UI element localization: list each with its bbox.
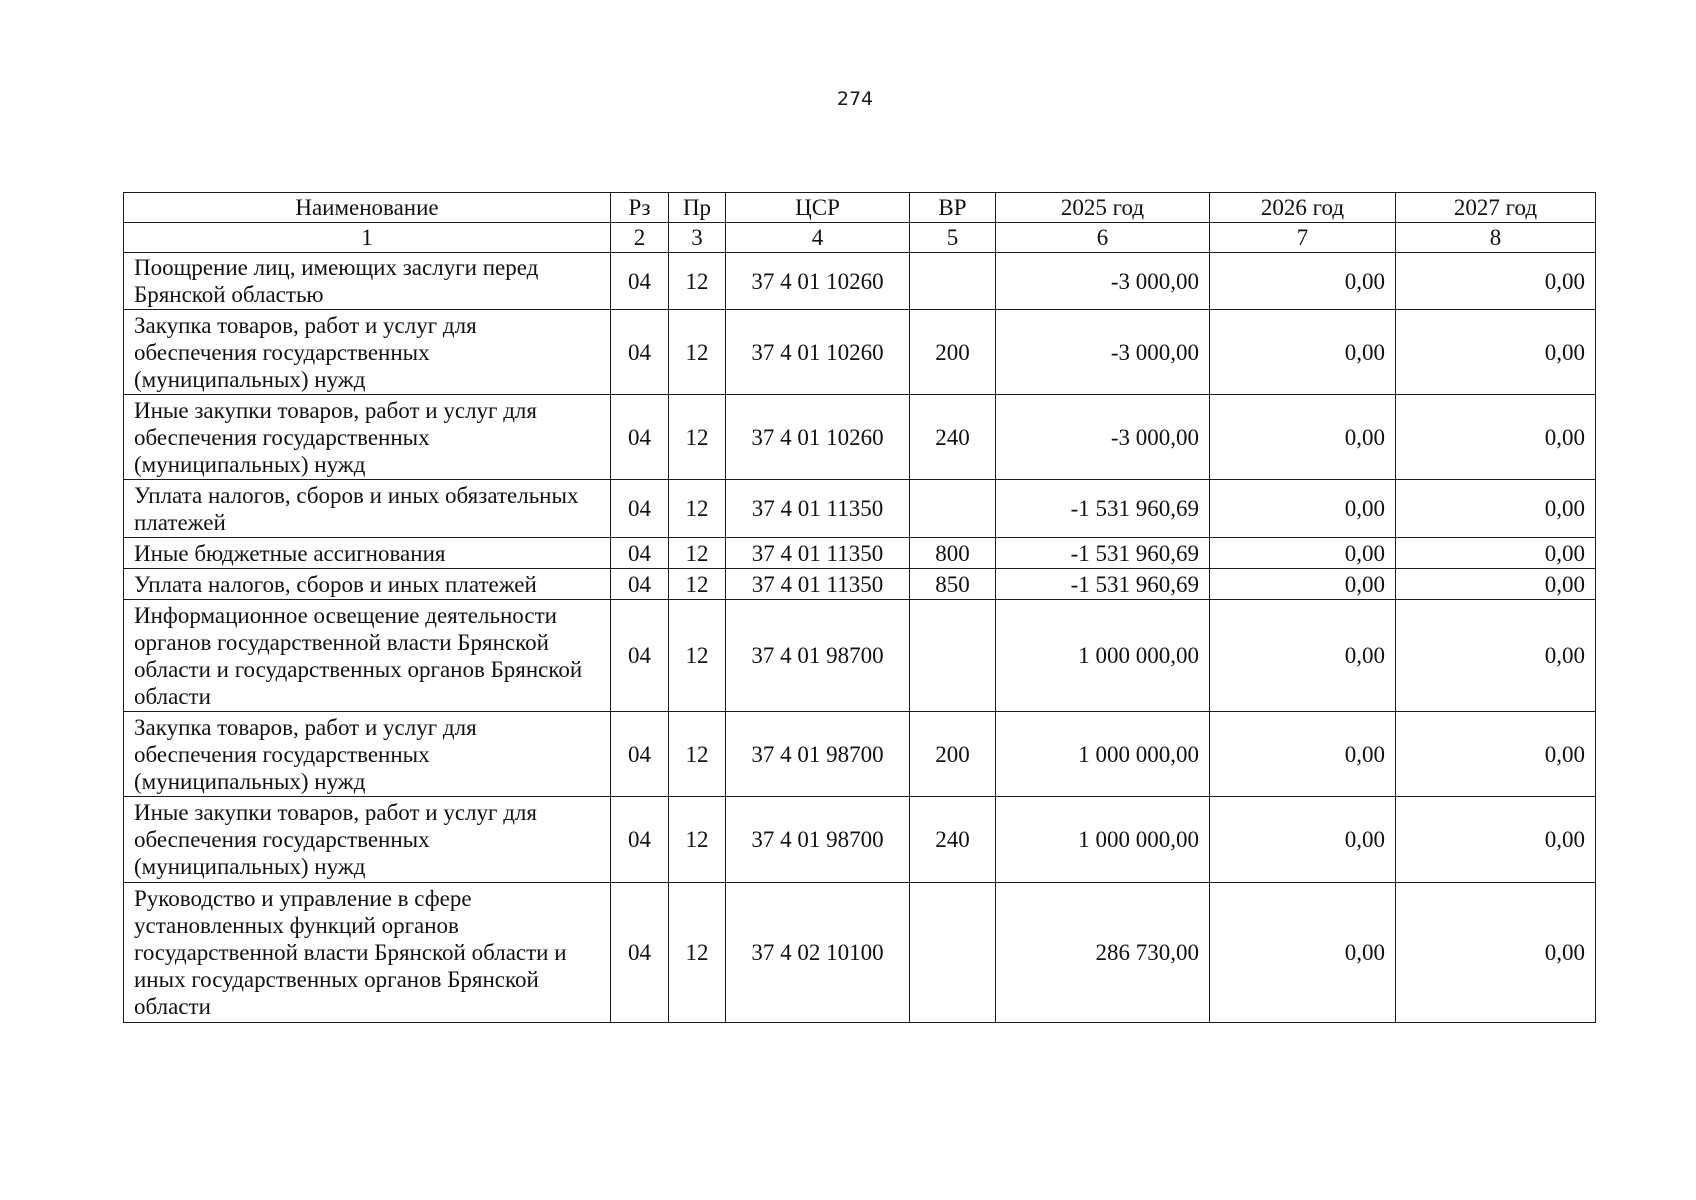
column-number: 8 bbox=[1396, 223, 1596, 253]
row-csr: 37 4 01 10260 bbox=[726, 310, 910, 395]
row-2025: -1 531 960,69 bbox=[996, 480, 1210, 538]
row-2026: 0,00 bbox=[1210, 569, 1396, 600]
row-2025: 286 730,00 bbox=[996, 883, 1210, 1023]
row-rz: 04 bbox=[611, 712, 669, 797]
row-2026: 0,00 bbox=[1210, 310, 1396, 395]
row-name: Информационное освещение деятельности органов государственной власти Брянской области и государственных органов Брянской области bbox=[124, 600, 611, 712]
row-rz: 04 bbox=[611, 310, 669, 395]
row-2027: 0,00 bbox=[1396, 538, 1596, 569]
row-name: Уплата налогов, сборов и иных обязательных платежей bbox=[124, 480, 611, 538]
row-2025: -3 000,00 bbox=[996, 253, 1210, 310]
table-row bbox=[124, 538, 1596, 569]
table-row bbox=[124, 480, 1596, 538]
row-name: Иные закупки товаров, работ и услуг для обеспечения государственных (муниципальных) нужд bbox=[124, 395, 611, 480]
row-2026: 0,00 bbox=[1210, 395, 1396, 480]
row-pr: 12 bbox=[669, 395, 726, 480]
row-2025: -1 531 960,69 bbox=[996, 538, 1210, 569]
table-row bbox=[124, 310, 1596, 395]
row-csr: 37 4 01 11350 bbox=[726, 480, 910, 538]
row-csr: 37 4 01 10260 bbox=[726, 395, 910, 480]
row-2026: 0,00 bbox=[1210, 883, 1396, 1023]
row-csr: 37 4 01 10260 bbox=[726, 253, 910, 310]
row-csr: 37 4 01 98700 bbox=[726, 600, 910, 712]
row-vr: 240 bbox=[910, 395, 996, 480]
row-pr: 12 bbox=[669, 569, 726, 600]
row-2027: 0,00 bbox=[1396, 480, 1596, 538]
row-vr: 200 bbox=[910, 712, 996, 797]
column-number: 7 bbox=[1210, 223, 1396, 253]
row-pr: 12 bbox=[669, 883, 726, 1023]
row-2025: -3 000,00 bbox=[996, 395, 1210, 480]
row-2025: 1 000 000,00 bbox=[996, 600, 1210, 712]
row-vr: 800 bbox=[910, 538, 996, 569]
row-2026: 0,00 bbox=[1210, 538, 1396, 569]
row-rz: 04 bbox=[611, 797, 669, 883]
row-2026: 0,00 bbox=[1210, 480, 1396, 538]
table-row bbox=[124, 797, 1596, 883]
row-rz: 04 bbox=[611, 569, 669, 600]
row-csr: 37 4 02 10100 bbox=[726, 883, 910, 1023]
row-csr: 37 4 01 11350 bbox=[726, 569, 910, 600]
page-number: 274 bbox=[836, 88, 874, 110]
row-vr bbox=[910, 883, 996, 1023]
row-rz: 04 bbox=[611, 883, 669, 1023]
row-2026: 0,00 bbox=[1210, 600, 1396, 712]
row-2027: 0,00 bbox=[1396, 712, 1596, 797]
table-row bbox=[124, 600, 1596, 712]
row-pr: 12 bbox=[669, 600, 726, 712]
row-name: Руководство и управление в сфере установленных функций органов государственной власти Брянской области и иных государственных органов Брянской области bbox=[124, 883, 611, 1023]
row-2025: 1 000 000,00 bbox=[996, 797, 1210, 883]
header-2025: 2025 год bbox=[996, 193, 1210, 223]
row-csr: 37 4 01 98700 bbox=[726, 712, 910, 797]
row-name: Уплата налогов, сборов и иных платежей bbox=[124, 569, 611, 600]
column-number-row bbox=[124, 223, 1596, 253]
header-2027: 2027 год bbox=[1396, 193, 1596, 223]
header-vr: ВР bbox=[910, 193, 996, 223]
row-2026: 0,00 bbox=[1210, 797, 1396, 883]
row-rz: 04 bbox=[611, 600, 669, 712]
column-number: 3 bbox=[669, 223, 726, 253]
row-vr bbox=[910, 480, 996, 538]
row-vr: 850 bbox=[910, 569, 996, 600]
row-rz: 04 bbox=[611, 538, 669, 569]
row-name: Поощрение лиц, имеющих заслуги перед Брянской областью bbox=[124, 253, 611, 310]
row-name: Закупка товаров, работ и услуг для обеспечения государственных (муниципальных) нужд bbox=[124, 310, 611, 395]
header-row bbox=[124, 193, 1596, 223]
row-2027: 0,00 bbox=[1396, 797, 1596, 883]
row-vr bbox=[910, 253, 996, 310]
table-row bbox=[124, 395, 1596, 480]
column-number: 2 bbox=[611, 223, 669, 253]
row-pr: 12 bbox=[669, 310, 726, 395]
table-row bbox=[124, 883, 1596, 1023]
table-row bbox=[124, 253, 1596, 310]
row-csr: 37 4 01 98700 bbox=[726, 797, 910, 883]
header-rz: Рз bbox=[611, 193, 669, 223]
row-pr: 12 bbox=[669, 712, 726, 797]
row-2027: 0,00 bbox=[1396, 883, 1596, 1023]
row-pr: 12 bbox=[669, 538, 726, 569]
row-2027: 0,00 bbox=[1396, 569, 1596, 600]
row-2025: 1 000 000,00 bbox=[996, 712, 1210, 797]
header-pr: Пр bbox=[669, 193, 726, 223]
row-name: Закупка товаров, работ и услуг для обеспечения государственных (муниципальных) нужд bbox=[124, 712, 611, 797]
row-2027: 0,00 bbox=[1396, 600, 1596, 712]
row-pr: 12 bbox=[669, 253, 726, 310]
row-vr: 240 bbox=[910, 797, 996, 883]
table-row bbox=[124, 569, 1596, 600]
row-pr: 12 bbox=[669, 480, 726, 538]
table-row bbox=[124, 712, 1596, 797]
row-2027: 0,00 bbox=[1396, 395, 1596, 480]
column-number: 4 bbox=[726, 223, 910, 253]
header-csr: ЦСР bbox=[726, 193, 910, 223]
column-number: 1 bbox=[124, 223, 611, 253]
row-name: Иные закупки товаров, работ и услуг для обеспечения государственных (муниципальных) нужд bbox=[124, 797, 611, 883]
row-rz: 04 bbox=[611, 253, 669, 310]
row-2026: 0,00 bbox=[1210, 253, 1396, 310]
row-name: Иные бюджетные ассигнования bbox=[124, 538, 611, 569]
row-2027: 0,00 bbox=[1396, 310, 1596, 395]
row-vr: 200 bbox=[910, 310, 996, 395]
header-2026: 2026 год bbox=[1210, 193, 1396, 223]
row-pr: 12 bbox=[669, 797, 726, 883]
header-name: Наименование bbox=[124, 193, 611, 223]
row-2026: 0,00 bbox=[1210, 712, 1396, 797]
row-vr bbox=[910, 600, 996, 712]
column-number: 6 bbox=[996, 223, 1210, 253]
row-2025: -3 000,00 bbox=[996, 310, 1210, 395]
row-rz: 04 bbox=[611, 395, 669, 480]
row-2025: -1 531 960,69 bbox=[996, 569, 1210, 600]
row-2027: 0,00 bbox=[1396, 253, 1596, 310]
row-csr: 37 4 01 11350 bbox=[726, 538, 910, 569]
row-rz: 04 bbox=[611, 480, 669, 538]
column-number: 5 bbox=[910, 223, 996, 253]
budget-table bbox=[123, 192, 1596, 1023]
